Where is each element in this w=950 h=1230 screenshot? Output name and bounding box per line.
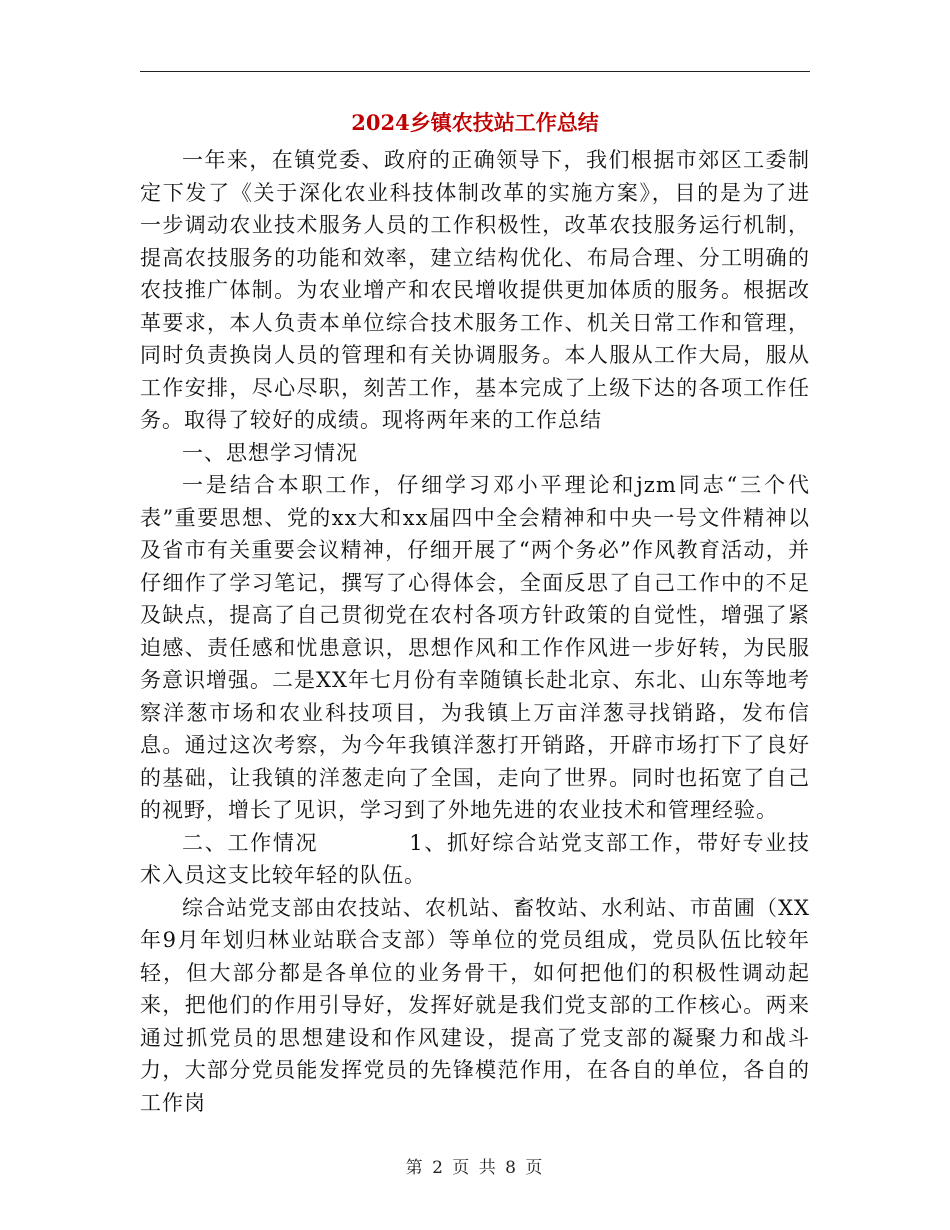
section-heading-work: 二、工作情况 1、抓好综合站党支部工作，带好专业技术入员这支比较年轻的队伍。 — [140, 830, 810, 887]
document-title: 2024乡镇农技站工作总结 — [351, 110, 599, 135]
document-page — [140, 105, 810, 1119]
page-footer — [0, 1153, 950, 1178]
paragraph-party-branch: 综合站党支部由农技站、农机站、畜牧站、水利站、市苗圃（XX年9月年划归林业站联合支部）等单位的党员组成，党员队伍比较年轻，但大部分都是各单位的业务骨干，如何把他们的积极性调动起来，把他们的作用引导好，发挥好就是我们党支部的工作核心。两来通过抓党员的思想建设和作风建设，提高了党支部的凝聚力和战斗力，大部分党员能发挥党员的先锋模范作用，在各自的单位，各自的工作岗 — [140, 895, 810, 1115]
header-rule — [140, 71, 810, 72]
page-number: 第 2 页 共 8 页 — [405, 1158, 545, 1178]
paragraph-study: 一是结合本职工作，仔细学习邓小平理论和jzm同志“三个代表”重要思想、党的xx大和xx届四中全会精神和中央一号文件精神以及省市有关重要会议精神，仔细开展了“两个务必”作风教育活动，并仔细作了学习笔记，撰写了心得体会，全面反思了自己工作中的不足及缺点，提高了自己贯彻党在农村各项方针政策的自觉性，增强了紧迫感、责任感和忧患意识，思想作风和工作作风进一步好转，为民服务意识增强。二是XX年七月份有幸随镇长赴北京、东北、山东等地考察洋葱市场和农业科技项目，为我镇上万亩洋葱寻找销路，发布信息。通过这次考察，为今年我镇洋葱打开销路，开辟市场打下了良好的基础，让我镇的洋葱走向了全国，走向了世界。同时也拓宽了自己的视野，增长了见识，学习到了外地先进的农业技术和管理经验。 — [140, 473, 810, 822]
document-body — [140, 144, 810, 1119]
section-heading-study: 一、思想学习情况 — [182, 440, 358, 465]
paragraph-intro: 一年来，在镇党委、政府的正确领导下，我们根据市郊区工委制定下发了《关于深化农业科技体制改革的实施方案》，目的是为了进一步调动农业技术服务人员的工作积极性，改革农技服务运行机制，提高农技服务的功能和效率，建立结构优化、布局合理、分工明确的农技推广体制。为农业增产和农民增收提供更加体质的服务。根据改革要求，本人负责本单位综合技术服务工作、机关日常工作和管理，同时负责换岗人员的管理和有关协调服务。本人服从工作大局，服从工作安排，尽心尽职，刻苦工作，基本完成了上级下达的各项工作任务。取得了较好的成绩。现将两年来的工作总结 — [140, 148, 810, 432]
